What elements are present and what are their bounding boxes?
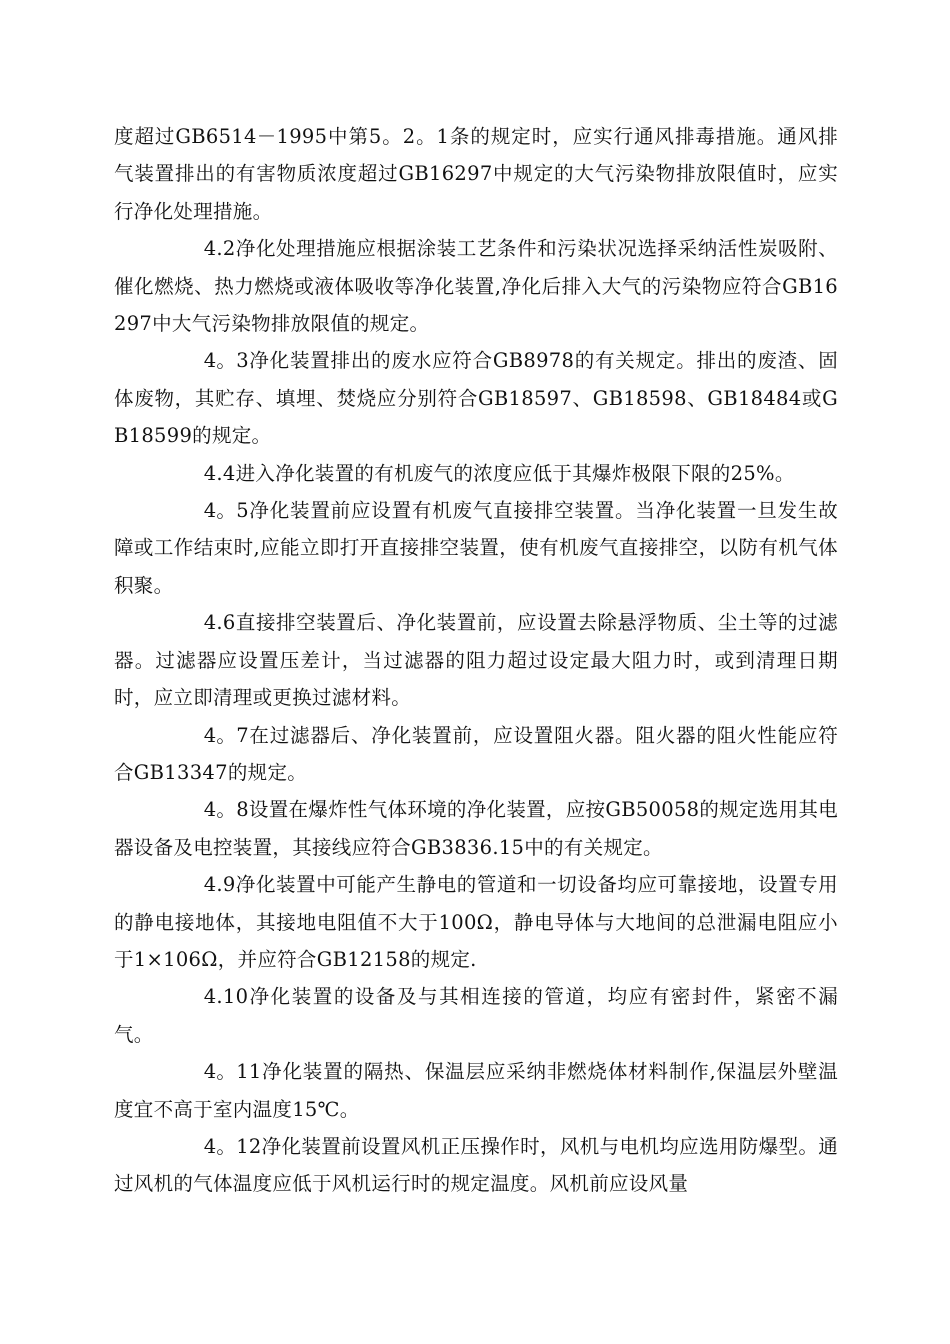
clause-number: 4.10 <box>203 985 249 1009</box>
clause-number: 4。8 <box>203 798 249 822</box>
clause-number: 4.6 <box>203 611 236 635</box>
clause-number: 4.9 <box>203 873 236 897</box>
clause-4-4 <box>114 455 838 492</box>
clause-4-7 <box>114 717 838 792</box>
clause-4-12 <box>114 1128 838 1203</box>
clause-text: 净化装置前应设置有机废气直接排空装置。当净化装置一旦发生故障或工作结束时,应能立即打开直接排空装置，使有机废气直接排空，以防有机气体积聚。 <box>114 499 838 597</box>
clause-text: 设置在爆炸性气体环境的净化装置，应按GB50058的规定选用其电器设备及电控装置，其接线应符合GB3836.15中的有关规定。 <box>114 798 838 859</box>
paragraph-continuation <box>114 118 838 230</box>
clause-4-5 <box>114 492 838 604</box>
clause-text: 进入净化装置的有机废气的浓度应低于其爆炸极限下限的25%。 <box>235 461 795 485</box>
clause-number: 4。11 <box>203 1060 262 1084</box>
clause-4-3 <box>114 342 838 454</box>
clause-4-10 <box>114 978 838 1053</box>
clause-4-9 <box>114 866 838 978</box>
clause-number: 4。7 <box>203 723 249 747</box>
clause-4-11 <box>114 1053 838 1128</box>
clause-4-8 <box>114 791 838 866</box>
clause-text: 净化装置中可能产生静电的管道和一切设备均应可靠接地，设置专用的静电接地体，其接地电阻值不大于100Ω，静电导体与大地间的总泄漏电阻应小于1×106Ω，并应符合GB12158的规定. <box>114 873 838 971</box>
clause-text: 在过滤器后、净化装置前，应设置阻火器。阻火器的阻火性能应符合GB13347的规定。 <box>114 723 838 784</box>
clause-number: 4。3 <box>203 349 249 373</box>
document-body <box>114 118 838 1203</box>
clause-text: 净化装置前设置风机正压操作时，风机与电机均应选用防爆型。通过风机的气体温度应低于风机运行时的规定温度。风机前应设风量 <box>114 1134 838 1196</box>
clause-text: 净化装置的设备及与其相连接的管道，均应有密封件，紧密不漏气。 <box>114 985 838 1046</box>
clause-number: 4。5 <box>203 499 249 523</box>
clause-text: 净化装置排出的废水应符合GB8978的有关规定。排出的废渣、固体废物，其贮存、填埋、焚烧应分别符合GB18597、GB18598、GB18484或GB18599的规定。 <box>114 349 838 448</box>
clause-number: 4.2 <box>203 237 236 261</box>
clause-text: 直接排空装置后、净化装置前，应设置去除悬浮物质、尘土等的过滤器。过滤器应设置压差计，当过滤器的阻力超过设定最大阻力时，或到清理日期时，应立即清理或更换过滤材料。 <box>114 611 838 710</box>
paragraph-text: 度超过GB6514－1995中第5。2。1条的规定时，应实行通风排毒措施。通风排气装置排出的有害物质浓度超过GB16297中规定的大气污染物排放限值时，应实行净化处理措施。 <box>114 125 838 223</box>
clause-4-2 <box>114 230 838 342</box>
clause-text: 净化处理措施应根据涂装工艺条件和污染状况选择采纳活性炭吸附、催化燃烧、热力燃烧或液体吸收等净化装置,净化后排入大气的污染物应符合GB16297中大气污染物排放限值的规定。 <box>114 237 838 336</box>
clause-4-6 <box>114 604 838 716</box>
clause-number: 4。12 <box>203 1134 262 1158</box>
clause-number: 4.4 <box>203 461 236 485</box>
clause-text: 净化装置的隔热、保温层应采纳非燃烧体材料制作,保温层外壁温度宜不高于室内温度15℃。 <box>114 1060 838 1121</box>
